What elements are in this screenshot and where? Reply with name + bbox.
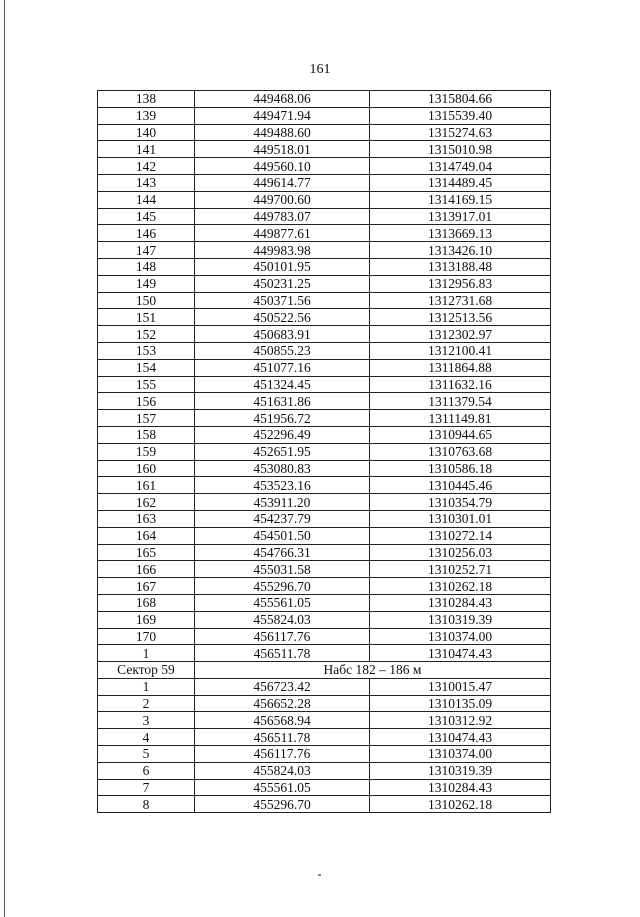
point-number-cell: 170	[98, 628, 195, 645]
y-coordinate-cell: 1310319.39	[370, 611, 551, 628]
sector-label: Сектор 59	[98, 662, 195, 679]
x-coordinate-cell: 450683.91	[195, 326, 370, 343]
table-row	[98, 91, 551, 108]
point-number-cell: 143	[98, 174, 195, 191]
point-number-cell: 140	[98, 124, 195, 141]
table-row	[98, 208, 551, 225]
x-coordinate-cell: 449614.77	[195, 174, 370, 191]
x-coordinate-cell: 455296.70	[195, 578, 370, 595]
x-coordinate-cell: 449488.60	[195, 124, 370, 141]
y-coordinate-cell: 1310319.39	[370, 762, 551, 779]
y-coordinate-cell: 1312100.41	[370, 342, 551, 359]
x-coordinate-cell: 452296.49	[195, 426, 370, 443]
table-row	[98, 460, 551, 477]
y-coordinate-cell: 1310284.43	[370, 779, 551, 796]
page-number: 161	[309, 62, 331, 77]
table-row	[98, 426, 551, 443]
x-coordinate-cell: 456511.78	[195, 645, 370, 662]
point-number-cell: 152	[98, 326, 195, 343]
table-row	[98, 342, 551, 359]
y-coordinate-cell: 1315010.98	[370, 141, 551, 158]
y-coordinate-cell: 1311379.54	[370, 393, 551, 410]
table-row	[98, 645, 551, 662]
y-coordinate-cell: 1310301.01	[370, 510, 551, 527]
y-coordinate-cell: 1310586.18	[370, 460, 551, 477]
y-coordinate-cell: 1315804.66	[370, 91, 551, 108]
table-row	[98, 242, 551, 259]
x-coordinate-cell: 449783.07	[195, 208, 370, 225]
table-row	[98, 779, 551, 796]
point-number-cell: 142	[98, 158, 195, 175]
point-number-cell: 3	[98, 712, 195, 729]
point-number-cell: 141	[98, 141, 195, 158]
scan-speck	[318, 874, 321, 876]
table-row	[98, 527, 551, 544]
point-number-cell: 163	[98, 510, 195, 527]
y-coordinate-cell: 1310272.14	[370, 527, 551, 544]
table-row	[98, 141, 551, 158]
x-coordinate-cell: 449983.98	[195, 242, 370, 259]
x-coordinate-cell: 453911.20	[195, 494, 370, 511]
point-number-cell: 158	[98, 426, 195, 443]
table-row	[98, 443, 551, 460]
x-coordinate-cell: 453523.16	[195, 477, 370, 494]
point-number-cell: 6	[98, 762, 195, 779]
point-number-cell: 160	[98, 460, 195, 477]
table-row	[98, 544, 551, 561]
table-row	[98, 578, 551, 595]
y-coordinate-cell: 1312513.56	[370, 309, 551, 326]
x-coordinate-cell: 454766.31	[195, 544, 370, 561]
point-number-cell: 159	[98, 443, 195, 460]
x-coordinate-cell: 452651.95	[195, 443, 370, 460]
x-coordinate-cell: 455824.03	[195, 762, 370, 779]
table-row	[98, 158, 551, 175]
y-coordinate-cell: 1310252.71	[370, 561, 551, 578]
scan-edge-line	[4, 0, 5, 917]
x-coordinate-cell: 454237.79	[195, 510, 370, 527]
x-coordinate-cell: 450522.56	[195, 309, 370, 326]
table-row	[98, 510, 551, 527]
y-coordinate-cell: 1311864.88	[370, 359, 551, 376]
y-coordinate-cell: 1310262.18	[370, 578, 551, 595]
x-coordinate-cell: 449877.61	[195, 225, 370, 242]
y-coordinate-cell: 1313917.01	[370, 208, 551, 225]
point-number-cell: 167	[98, 578, 195, 595]
y-coordinate-cell: 1310474.43	[370, 645, 551, 662]
point-number-cell: 2	[98, 695, 195, 712]
table-row	[98, 477, 551, 494]
table-row	[98, 678, 551, 695]
y-coordinate-cell: 1314749.04	[370, 158, 551, 175]
table-body-first-section	[98, 91, 551, 662]
point-number-cell: 153	[98, 342, 195, 359]
x-coordinate-cell: 456568.94	[195, 712, 370, 729]
point-number-cell: 144	[98, 191, 195, 208]
y-coordinate-cell: 1312731.68	[370, 292, 551, 309]
point-number-cell: 164	[98, 527, 195, 544]
table-row	[98, 410, 551, 427]
point-number-cell: 1	[98, 678, 195, 695]
table-body-sector-section	[98, 678, 551, 812]
point-number-cell: 148	[98, 258, 195, 275]
y-coordinate-cell: 1310312.92	[370, 712, 551, 729]
x-coordinate-cell: 456652.28	[195, 695, 370, 712]
y-coordinate-cell: 1315274.63	[370, 124, 551, 141]
table-row	[98, 393, 551, 410]
x-coordinate-cell: 450855.23	[195, 342, 370, 359]
point-number-cell: 161	[98, 477, 195, 494]
table-row	[98, 124, 551, 141]
table-row	[98, 628, 551, 645]
table-row	[98, 796, 551, 813]
y-coordinate-cell: 1310256.03	[370, 544, 551, 561]
y-coordinate-cell: 1310374.00	[370, 746, 551, 763]
y-coordinate-cell: 1310445.46	[370, 477, 551, 494]
table-row	[98, 561, 551, 578]
x-coordinate-cell: 455031.58	[195, 561, 370, 578]
x-coordinate-cell: 451324.45	[195, 376, 370, 393]
point-number-cell: 146	[98, 225, 195, 242]
y-coordinate-cell: 1310944.65	[370, 426, 551, 443]
table-row	[98, 292, 551, 309]
point-number-cell: 5	[98, 746, 195, 763]
point-number-cell: 138	[98, 91, 195, 108]
x-coordinate-cell: 456117.76	[195, 628, 370, 645]
table-row	[98, 107, 551, 124]
y-coordinate-cell: 1310354.79	[370, 494, 551, 511]
point-number-cell: 168	[98, 594, 195, 611]
x-coordinate-cell: 455296.70	[195, 796, 370, 813]
x-coordinate-cell: 453080.83	[195, 460, 370, 477]
x-coordinate-cell: 449700.60	[195, 191, 370, 208]
y-coordinate-cell: 1310374.00	[370, 628, 551, 645]
point-number-cell: 157	[98, 410, 195, 427]
point-number-cell: 139	[98, 107, 195, 124]
table-row	[98, 225, 551, 242]
table-row	[98, 695, 551, 712]
sector-row	[98, 662, 551, 679]
y-coordinate-cell: 1310763.68	[370, 443, 551, 460]
table-row	[98, 594, 551, 611]
x-coordinate-cell: 456723.42	[195, 678, 370, 695]
point-number-cell: 155	[98, 376, 195, 393]
y-coordinate-cell: 1313426.10	[370, 242, 551, 259]
point-number-cell: 166	[98, 561, 195, 578]
x-coordinate-cell: 450371.56	[195, 292, 370, 309]
x-coordinate-cell: 450231.25	[195, 275, 370, 292]
x-coordinate-cell: 450101.95	[195, 258, 370, 275]
y-coordinate-cell: 1314489.45	[370, 174, 551, 191]
y-coordinate-cell: 1310015.47	[370, 678, 551, 695]
point-number-cell: 156	[98, 393, 195, 410]
x-coordinate-cell: 454501.50	[195, 527, 370, 544]
table-row	[98, 309, 551, 326]
table-row	[98, 494, 551, 511]
table-row	[98, 359, 551, 376]
point-number-cell: 154	[98, 359, 195, 376]
x-coordinate-cell: 449471.94	[195, 107, 370, 124]
point-number-cell: 149	[98, 275, 195, 292]
y-coordinate-cell: 1313669.13	[370, 225, 551, 242]
y-coordinate-cell: 1315539.40	[370, 107, 551, 124]
x-coordinate-cell: 449560.10	[195, 158, 370, 175]
sector-depth-note: Набс 182 – 186 м	[195, 662, 551, 679]
table-row	[98, 762, 551, 779]
y-coordinate-cell: 1310262.18	[370, 796, 551, 813]
point-number-cell: 8	[98, 796, 195, 813]
table-row	[98, 326, 551, 343]
table-row	[98, 611, 551, 628]
y-coordinate-cell: 1310474.43	[370, 729, 551, 746]
y-coordinate-cell: 1311632.16	[370, 376, 551, 393]
point-number-cell: 1	[98, 645, 195, 662]
x-coordinate-cell: 456511.78	[195, 729, 370, 746]
x-coordinate-cell: 455824.03	[195, 611, 370, 628]
table-row	[98, 712, 551, 729]
x-coordinate-cell: 451956.72	[195, 410, 370, 427]
y-coordinate-cell: 1314169.15	[370, 191, 551, 208]
point-number-cell: 165	[98, 544, 195, 561]
table-row	[98, 174, 551, 191]
point-number-cell: 4	[98, 729, 195, 746]
y-coordinate-cell: 1312302.97	[370, 326, 551, 343]
x-coordinate-cell: 455561.05	[195, 594, 370, 611]
point-number-cell: 7	[98, 779, 195, 796]
point-number-cell: 162	[98, 494, 195, 511]
point-number-cell: 147	[98, 242, 195, 259]
y-coordinate-cell: 1311149.81	[370, 410, 551, 427]
table-row	[98, 258, 551, 275]
x-coordinate-cell: 451631.86	[195, 393, 370, 410]
table-row	[98, 191, 551, 208]
y-coordinate-cell: 1312956.83	[370, 275, 551, 292]
point-number-cell: 151	[98, 309, 195, 326]
table-row	[98, 746, 551, 763]
x-coordinate-cell: 449468.06	[195, 91, 370, 108]
point-number-cell: 169	[98, 611, 195, 628]
point-number-cell: 150	[98, 292, 195, 309]
x-coordinate-cell: 451077.16	[195, 359, 370, 376]
y-coordinate-cell: 1313188.48	[370, 258, 551, 275]
table-row	[98, 376, 551, 393]
x-coordinate-cell: 456117.76	[195, 746, 370, 763]
point-number-cell: 145	[98, 208, 195, 225]
y-coordinate-cell: 1310135.09	[370, 695, 551, 712]
coordinates-table	[97, 90, 551, 813]
table-row	[98, 275, 551, 292]
y-coordinate-cell: 1310284.43	[370, 594, 551, 611]
table-row	[98, 729, 551, 746]
x-coordinate-cell: 449518.01	[195, 141, 370, 158]
sector-header	[98, 662, 551, 679]
x-coordinate-cell: 455561.05	[195, 779, 370, 796]
